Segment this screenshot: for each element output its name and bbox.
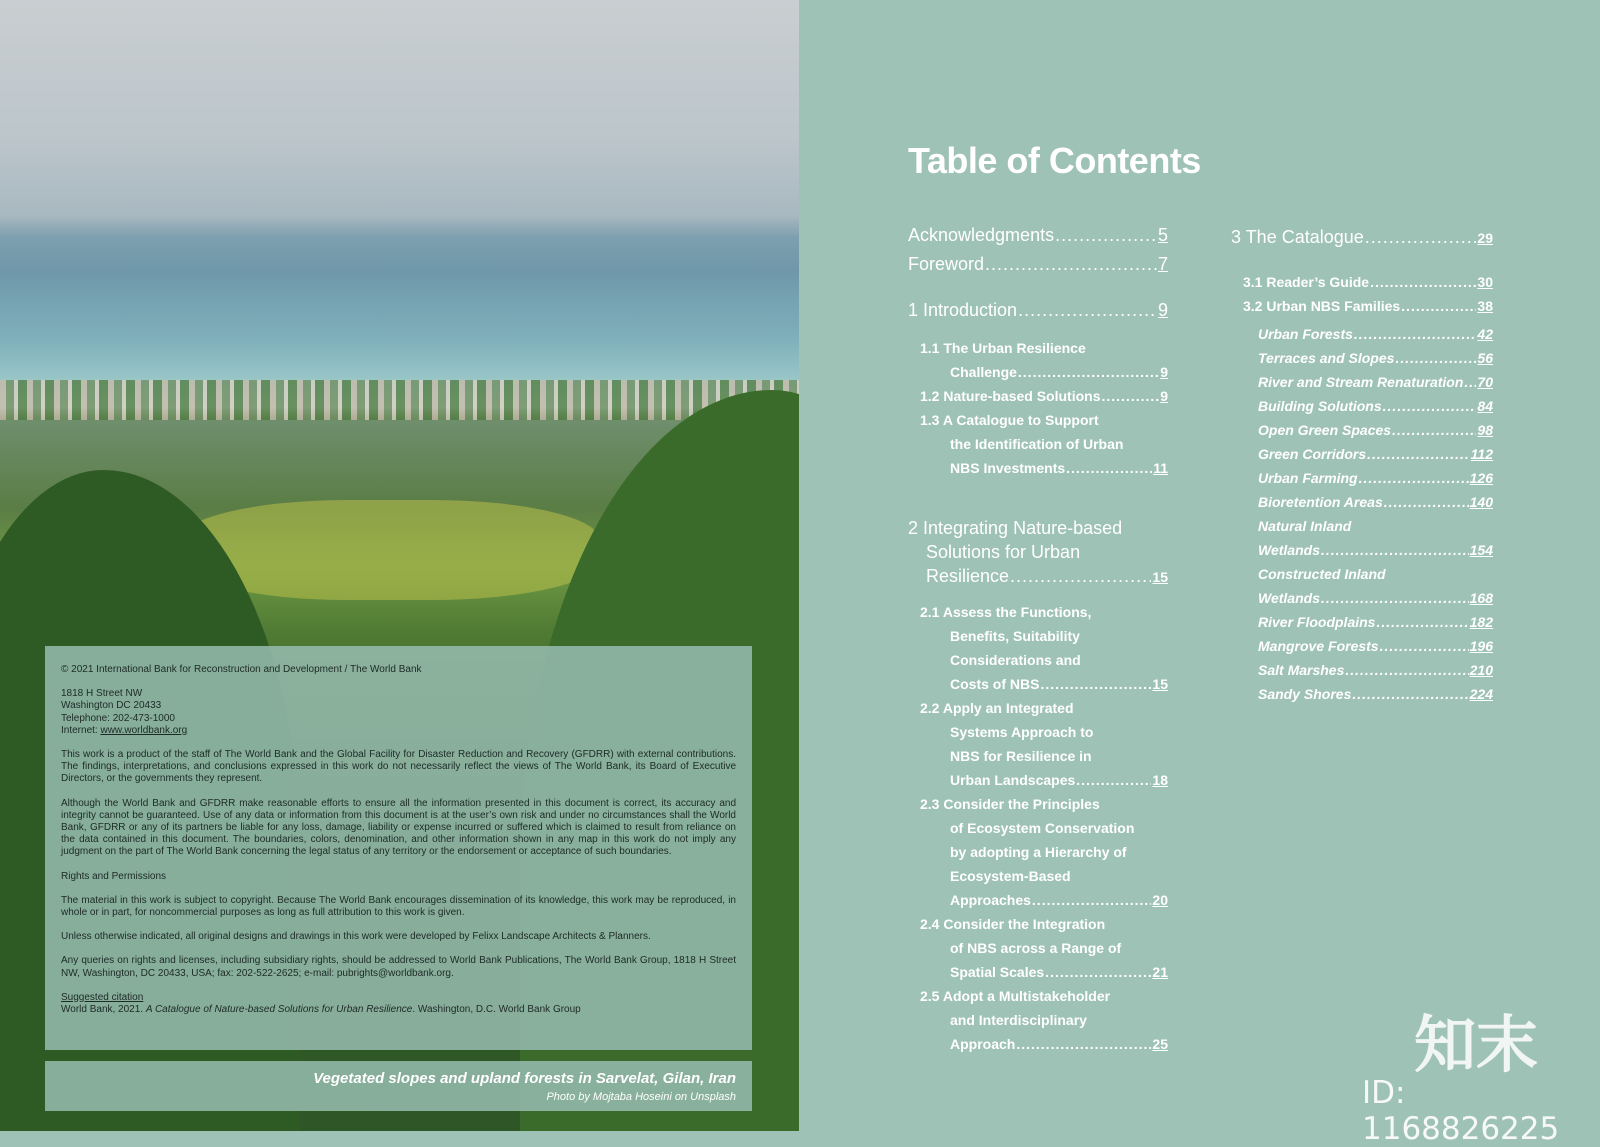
disclaimer-paragraph: This work is a product of the staff of The World Bank and the Global Facility for Disaster Reduction and Recovery (GFDRR) with external contributions. The findings, interpretations, and conclusions expressed in this work do not necessarily reflect the views of The World Bank, its Board of Executive Directors, or the governments they represent. <box>61 749 736 785</box>
toc-entry[interactable]: Open Green Spaces ..... 98 <box>1258 422 1493 438</box>
internet-label: Internet: <box>61 724 101 736</box>
toc-entry[interactable]: River and Stream Renaturation ..... 70 <box>1258 374 1493 390</box>
toc-entry[interactable]: of Ecosystem Conservation <box>950 820 1135 836</box>
accuracy-paragraph: Although the World Bank and GFDRR make reasonable efforts to ensure all the information presented in this document is correct, its accuracy and integrity cannot be guaranteed. Use of any data or information from this document is at the user’s own risk and under no circumstances shall the World Bank, GFDRR or any of its partners be liable for any loss, damage, liability or expense incurred or suffered which is claimed to result from reliance on the data contained in this document. The boundaries, colors, denomination, and other information shown in any map in this work do not imply any judgment on the part of The World Bank concerning the legal status of any territory or the endorsement or acceptance of such boundaries. <box>61 797 736 858</box>
toc-entry[interactable]: Benefits, Suitability <box>950 628 1080 644</box>
citation-label[interactable]: Suggested citation <box>61 991 144 1003</box>
watermark-id: ID: 1168826225 <box>1362 1075 1560 1147</box>
cover-photo <box>0 0 799 1131</box>
toc-entry[interactable]: Bioretention Areas ..... 140 <box>1258 494 1493 510</box>
toc-entry[interactable]: Resilience ..... 15 <box>926 566 1168 587</box>
address-line: Washington DC 20433 <box>61 700 162 712</box>
toc-entry[interactable]: 2 Integrating Nature-based <box>908 518 1123 538</box>
toc-entry[interactable]: Mangrove Forests ..... 196 <box>1258 638 1493 654</box>
photo-caption <box>45 1061 752 1111</box>
toc-entry[interactable]: Urban Farming ..... 126 <box>1258 470 1493 486</box>
toc-entry[interactable]: Challenge ..... 9 <box>950 364 1168 380</box>
toc-entry[interactable]: NBS Investments ..... 11 <box>950 460 1168 476</box>
toc-entry[interactable]: Salt Marshes ..... 210 <box>1258 662 1493 678</box>
toc-entry[interactable]: NBS for Resilience in <box>950 748 1092 764</box>
toc-entry[interactable]: Natural Inland <box>1258 518 1352 534</box>
toc-page <box>799 0 1600 1131</box>
toc-entry[interactable]: 2.5 Adopt a Multistakeholder <box>920 988 1111 1004</box>
rights-heading: Rights and Permissions <box>61 870 167 882</box>
copyright-paragraph: The material in this work is subject to copyright. Because The World Bank encourages dissemination of its knowledge, this work may be reproduced, in whole or in part, for noncommercial purposes as long as full attribution to this work is given. <box>61 894 736 919</box>
toc-entry[interactable]: Approaches ..... 20 <box>950 892 1168 908</box>
citation-text: World Bank, 2021. A Catalogue of Nature-based Solutions for Urban Resilience. Washington, D.C. World Bank Group <box>61 1004 581 1016</box>
toc-entry[interactable]: Green Corridors ..... 112 <box>1258 446 1493 462</box>
copyright-box <box>45 646 752 1050</box>
toc-entry[interactable]: Approach ..... 25 <box>950 1036 1168 1052</box>
internet-line <box>61 725 736 737</box>
toc-entry[interactable]: 2.4 Consider the Integration <box>920 916 1106 932</box>
toc-entry[interactable]: Wetlands ..... 154 <box>1258 542 1493 558</box>
toc-entry[interactable]: 1.3 A Catalogue to Support <box>920 412 1099 428</box>
toc-entry[interactable]: the Identification of Urban <box>950 436 1124 452</box>
toc-entry[interactable]: Terraces and Slopes ..... 56 <box>1258 350 1493 366</box>
toc-entry[interactable]: Constructed Inland <box>1258 566 1386 582</box>
toc-entry[interactable]: River Floodplains ..... 182 <box>1258 614 1493 630</box>
toc-entry[interactable]: Sandy Shores ..... 224 <box>1258 686 1493 702</box>
toc-entry[interactable]: Considerations and <box>950 652 1081 668</box>
toc-title: Table of Contents <box>908 140 1201 181</box>
queries-paragraph: Any queries on rights and licenses, including subsidiary rights, should be addressed to World Bank Publications, The World Bank Group, 1818 H Street NW, Washington, DC 20433, USA; fax: 202-522-2625; e-mail: pubrights@worldbank.org. <box>61 955 736 979</box>
copyright-line: © 2021 International Bank for Reconstruction and Development / The World Bank <box>61 664 422 675</box>
toc-entry[interactable]: and Interdisciplinary <box>950 1012 1087 1028</box>
toc-entry[interactable]: 1.1 The Urban Resilience <box>920 340 1086 356</box>
toc-entry[interactable]: Wetlands ..... 168 <box>1258 590 1493 606</box>
address-block <box>61 688 736 737</box>
toc-entry[interactable]: 1.2 Nature-based Solutions ..... 9 <box>920 388 1168 404</box>
toc-entry[interactable]: Costs of NBS ..... 15 <box>950 676 1168 692</box>
toc-entry[interactable]: Urban Landscapes ..... 18 <box>950 772 1168 788</box>
toc-entry[interactable]: Ecosystem-Based <box>950 868 1071 884</box>
worldbank-link[interactable]: www.worldbank.org <box>100 724 188 736</box>
designs-paragraph: Unless otherwise indicated, all original designs and drawings in this work were developed by Felixx Landscape Architects & Planners. <box>61 931 651 943</box>
toc-entry[interactable]: of NBS across a Range of <box>950 940 1122 956</box>
toc-entry[interactable]: 3.2 Urban NBS Families ..... 38 <box>1243 298 1493 314</box>
toc-entry[interactable]: Spatial Scales ..... 21 <box>950 964 1168 980</box>
caption-title: Vegetated slopes and upland forests in Sarvelat, Gilan, Iran <box>313 1070 736 1087</box>
toc-entry[interactable]: Solutions for Urban <box>926 542 1081 562</box>
town-band <box>0 380 799 420</box>
toc-entry[interactable]: 2.1 Assess the Functions, <box>920 604 1092 620</box>
address-line: Telephone: 202-473-1000 <box>61 712 175 724</box>
toc-entry[interactable]: 3.1 Reader’s Guide ..... 30 <box>1243 274 1493 290</box>
toc-entry[interactable]: by adopting a Hierarchy of <box>950 844 1127 860</box>
toc-entry[interactable]: Building Solutions ..... 84 <box>1258 398 1493 414</box>
toc-entry[interactable]: Foreword ..... 7 <box>908 254 1168 275</box>
toc-entry[interactable]: 2.3 Consider the Principles <box>920 796 1100 812</box>
toc-entry[interactable]: Systems Approach to <box>950 724 1094 740</box>
address-line: 1818 H Street NW <box>61 688 143 700</box>
toc-entry[interactable]: Urban Forests ..... 42 <box>1258 326 1493 342</box>
toc-entry[interactable]: 3 The Catalogue ..... 29 <box>1231 227 1493 248</box>
toc-entry[interactable]: 1 Introduction ..... 9 <box>908 300 1168 321</box>
caption-credit: Photo by Mojtaba Hoseini on Unsplash <box>546 1091 736 1103</box>
toc-entry[interactable]: 2.2 Apply an Integrated <box>920 700 1074 716</box>
watermark-logo: 知末 <box>1414 1008 1539 1081</box>
toc-entry[interactable]: Acknowledgments ..... 5 <box>908 225 1168 246</box>
